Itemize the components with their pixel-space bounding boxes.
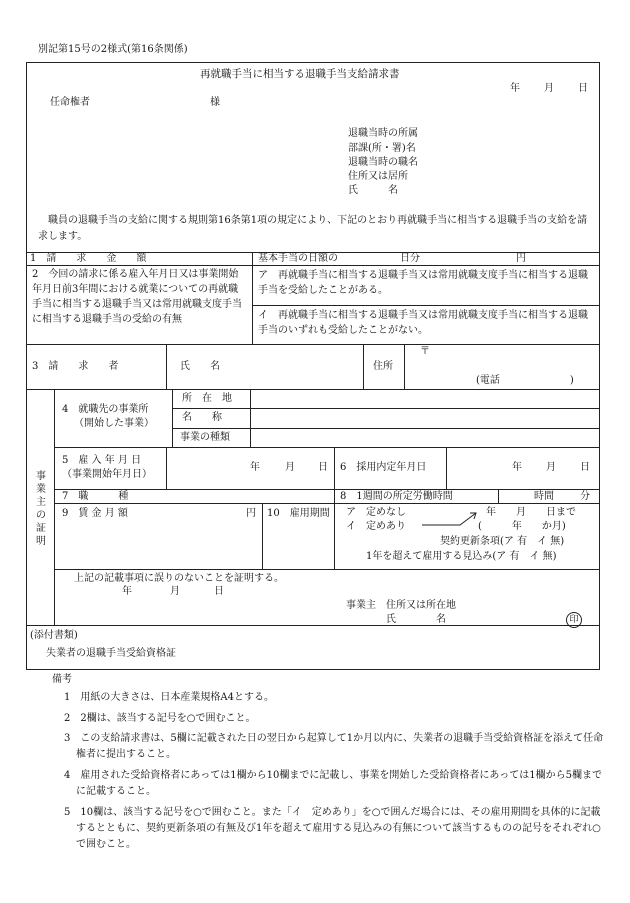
affiliation-label: 退職当時の所属 [348, 128, 418, 139]
sign-day: 日 [214, 586, 224, 597]
period-fixed: イ 定めあり [346, 521, 406, 532]
date-year: 年 [510, 83, 520, 94]
over-one-year: 1年を超えて雇用する見込み(ア 有 イ 無) [366, 551, 557, 562]
offer-month: 月 [546, 462, 556, 473]
weekly-hours-label: 8 1週間の所定労働時間 [340, 491, 453, 502]
note-item: 5 10欄は、該当する記号を○で囲むこと。また「イ 定めあり」を○で囲んだ場合には、その雇用期間を具体的に記載するとともに、契約更新条項の有無及び1年を超えて雇用する見込みの有無について該当するものの記号をそれぞれ○で囲むこと。 [64, 807, 601, 850]
hours-unit: 時間 [534, 491, 554, 502]
row3-address-label: 住所 [373, 361, 393, 372]
note-item: 4 雇用された受給資格者にあっては1欄から10欄までに記載し、事業を開始した受給資格者にあっては1欄から5欄までに記載すること。 [64, 770, 602, 797]
intro-text: 職員の退職手当の支給に関する規則第16条第1項の規定により、下記のとおり再就職手当に相当する退職手当の支給を請求します。 [38, 215, 588, 242]
hire-month: 月 [285, 462, 295, 473]
date-month: 月 [544, 83, 554, 94]
employment-period-label: 10 雇用期間 [267, 508, 330, 519]
form-title: 再就職手当に相当する退職手当支給請求書 [200, 68, 400, 80]
postal-mark: 〒 [420, 346, 430, 357]
offer-year: 年 [512, 462, 522, 473]
period-months: ( 年 か月) [478, 521, 566, 532]
hire-year: 年 [250, 462, 260, 473]
employer-label: 事業主 [346, 600, 376, 611]
attachments-item: 失業者の退職手当受給資格証 [46, 648, 176, 659]
job-type-label: 7 職 種 [62, 491, 129, 502]
name-label: 氏 名 [348, 185, 398, 196]
wage-unit: 円 [246, 508, 256, 519]
company-name-label: 名 称 [182, 412, 222, 423]
offer-date-label: 6 採用内定年月日 [340, 462, 427, 473]
offer-day: 日 [580, 462, 590, 473]
hire-day: 日 [318, 462, 328, 473]
sign-year: 年 [122, 586, 132, 597]
certification-statement: 上記の記載事項に誤りのないことを証明する。 [74, 573, 284, 584]
note-item: 2 2欄は、該当する記号を○で囲むこと。 [64, 713, 256, 724]
sign-month: 月 [170, 586, 180, 597]
row1-base-daily: 基本手当の日額の [258, 253, 338, 264]
hire-date-label: （事業開始年月日） [62, 469, 152, 480]
appointer-label: 任命権者 [50, 97, 90, 108]
note-item: 3 この支給請求書は、5欄に記載された日の翌日から起算して1か月以内に、失業者の退職手当受給資格証を添えて任命権者に提出すること。 [64, 733, 604, 760]
wage-label: 9 賃 金 月 額 [62, 508, 128, 519]
row1-days-unit: 日分 [400, 253, 420, 264]
employer-address-label: 住所又は所在地 [386, 600, 456, 611]
row3-label: 3 請 求 者 [32, 361, 119, 372]
row1-yen-unit: 円 [516, 253, 526, 264]
row3-name-label: 氏 名 [180, 361, 220, 372]
appointer-honorific: 様 [210, 97, 220, 108]
attachments-label: (添付書類) [30, 630, 78, 641]
renewal-clause: 契約更新条項(ア 有 イ 無) [440, 536, 565, 547]
row2-option-a: ア 再就職手当に相当する退職手当又は常用就職支度手当に相当する退職手当を受給したことがある。 [258, 270, 588, 296]
period-none: ア 定めなし [346, 507, 406, 518]
date-day: 日 [578, 83, 588, 94]
seal-icon: 印 [566, 612, 582, 628]
note-item: 1 用紙の大きさは、日本産業規格A4とする。 [64, 692, 274, 703]
arrow-icon [420, 509, 480, 529]
form-number: 別記第15号の2様式(第16条関係) [38, 44, 188, 55]
row1-label: 1 請 求 金 額 [30, 253, 147, 264]
certification-side-label: 事業主の証明 [36, 471, 46, 547]
notes-heading: 備考 [52, 674, 72, 685]
business-type-label: 事業の種類 [180, 432, 230, 443]
position-label: 退職当時の職名 [348, 157, 418, 168]
period-until: 年 月 日まで [486, 507, 576, 518]
row2-label: 2 今回の請求に係る雇入年月日又は事業開始年月日前3年間における就業についての再就職手当に相当する退職手当又は常用就職支度手当に相当する退職手当の受給の有無 [32, 269, 242, 325]
employer-name-label: 氏 名 [386, 614, 446, 625]
phone-label: (電話 ) [476, 375, 574, 386]
location-label: 所 在 地 [182, 393, 232, 404]
row2-option-i: イ 再就職手当に相当する退職手当又は常用就職支度手当に相当する退職手当のいずれも受給したことがない。 [258, 310, 588, 336]
minutes-unit: 分 [580, 491, 590, 502]
department-label: 部課(所・署)名 [348, 143, 416, 154]
address-label: 住所又は居所 [348, 171, 408, 182]
